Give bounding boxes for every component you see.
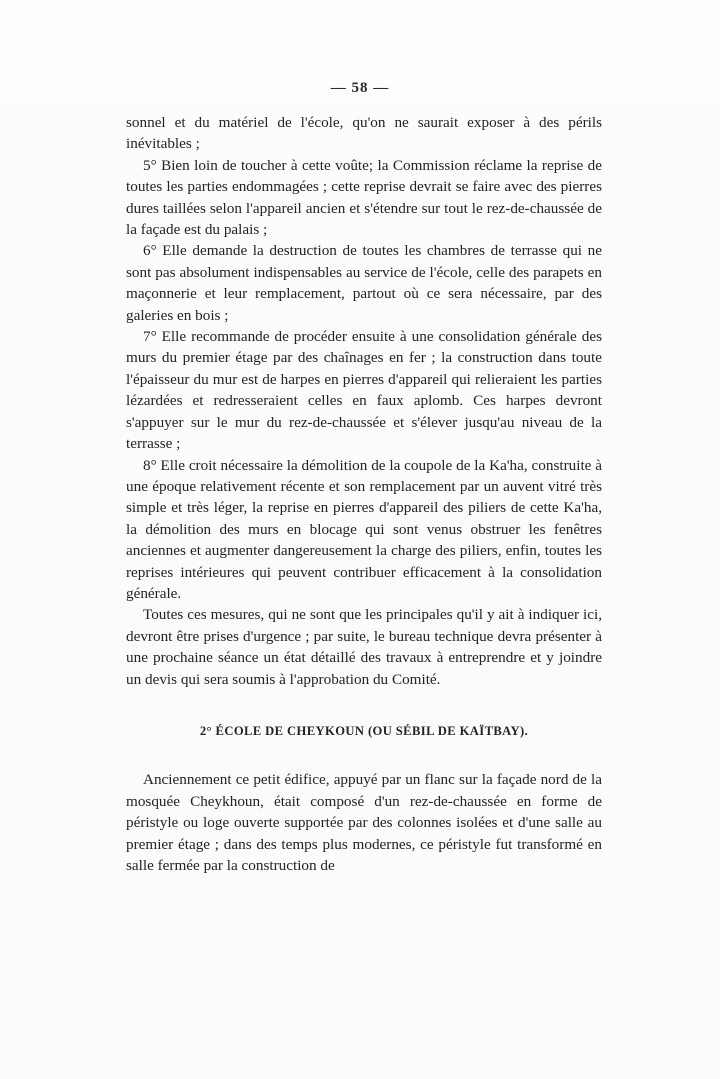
section-heading: 2° ÉCOLE DE CHEYKOUN (OU SÉBIL DE KAÏTBAY). — [199, 723, 529, 738]
page-number: — 58 — — [330, 80, 390, 96]
paragraph-item-7: 7° Elle recommande de procéder ensuite à une consolidation générale des murs du premier étage par des chaînages en fer ; la construction dans toute l'épaisseur du mur est de harpes en pierres d'appareil qui relieraient les parties lézardées et redresseraient celles en faux aplomb. Ces harpes devront s'appuyer sur le mur du rez-de-chaussée et s'élever jusqu'au niveau de la terrasse ; — [126, 328, 602, 453]
paragraph-continuation: sonnel et du matériel de l'école, qu'on ne saurait exposer à des périls inévitables ; — [126, 114, 602, 153]
paragraph-item-8: 8° Elle croit nécessaire la démolition de la coupole de la Ka'ha, construite à une époque relativement récente et son remplacement par un auvent vitré très simple et très léger, la reprise en pierres d'appareil des piliers de cette Ka'ha, la démolition des murs en blocage qui sont venus obstruer les fenêtres anciennes et augmenter dangereusement la charge des piliers, enfin, toutes les reprises intérieures qui peuvent contribuer efficacement à la consolidation générale. — [126, 456, 602, 602]
paragraph-ecole-cheykoun: Anciennement ce petit édifice, appuyé par un flanc sur la façade nord de la mosquée Cheykhoun, était composé d'un rez-de-chaussée en forme de péristyle ou loge ouverte supportée par des colonnes isolées et d'une salle au premier étage ; dans des temps plus modernes, ce péristyle fut transformé en salle fermée par la construction de — [126, 771, 602, 874]
paragraph-item-6: 6° Elle demande la destruction de toutes les chambres de terrasse qui ne sont pas absolument indispensables au service de l'école, celle des parapets en maçonnerie et leur remplacement, partout où ce sera nécessaire, par des galeries en bois ; — [126, 242, 602, 324]
text-block — [126, 112, 602, 876]
paragraph-item-5: 5° Bien loin de toucher à cette voûte; la Commission réclame la reprise de toutes les parties endommagées ; cette reprise devrait se faire avec des pierres dures taillées selon l'appareil ancien et s'étendre sur tout le rez-de-chaussée de la façade est du palais ; — [126, 156, 602, 239]
paragraph-conclusion: Toutes ces mesures, qui ne sont que les principales qu'il y ait à indiquer ici, devront être prises d'urgence ; par suite, le bureau technique devra présenter à une prochaine séance un état détaillé des travaux à entreprendre et y joindre un devis qui sera soumis à l'approbation du Comité. — [126, 606, 602, 688]
